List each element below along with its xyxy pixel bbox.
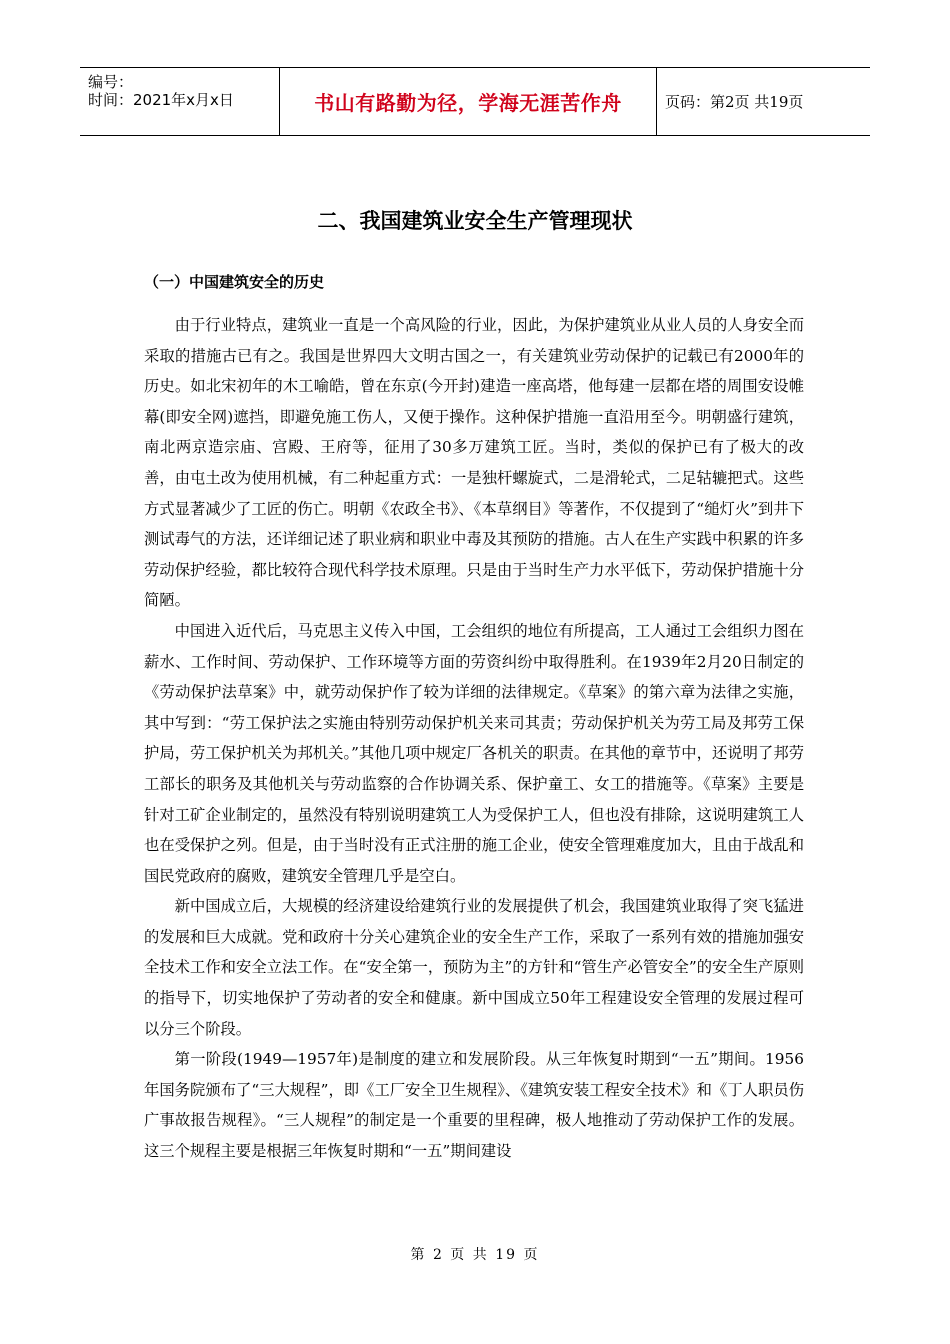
page-code: 页码：第2页 共19页 <box>665 93 804 111</box>
header-page-cell <box>657 68 870 135</box>
section-heading: （一）中国建筑安全的历史 <box>144 273 325 291</box>
date-line: 时间：2021年x月x日 <box>88 91 234 109</box>
motto-text: 书山有路勤为径，学海无涯苦作舟 <box>314 91 622 115</box>
document-title: 二、我国建筑业安全生产管理现状 <box>317 209 633 233</box>
body-text <box>144 310 804 1167</box>
page-footer: 第 2 页 共 19 页 <box>410 1247 540 1263</box>
page-header <box>80 67 870 136</box>
paragraph: 由于行业特点，建筑业一直是一个高风险的行业，因此，为保护建筑业从业人员的人身安全而采取的措施古已有之。我国是世界四大文明古国之一，有关建筑业劳动保护的记载已有2000年的历史。如北宋初年的木工喻皓，曾在东京(今开封)建造一座高塔，他每建一层都在塔的周围安设帷幕(即安全网)遮挡，即避免施工伤人，又便于操作。这种保护措施一直沿用至今。明朝盛行建筑，南北两京造宗庙、宫殿、王府等，征用了30多万建筑工匠。当时，类似的保护已有了极大的改善，由屯土改为使用机械，有二种起重方式：一是独杆螺旋式，二是滑轮式，二足轱辘把式。这些方式显著减少了工匠的伤亡。明朝《农政全书》、《本草纲目》等著作，不仅提到了“缒灯火”到井下测试毒气的方法，还详细记述了职业病和职业中毒及其预防的措施。古人在生产实践中积累的许多劳动保护经验，都比较符合现代科学技术原理。只是由于当时生产力水平低下，劳动保护措施十分简陋。 <box>144 316 804 610</box>
paragraph: 第一阶段(1949—1957年)是制度的建立和发展阶段。从三年恢复时期到“一五”期间。1956年国务院颁布了“三大规程”，即《工厂安全卫生规程》、《建筑安装工程安全技术》和《丁人职员伤广事故报告规程》。“三人规程”的制定是一个重要的里程碑，极人地推动了劳动保护工作的发展。这三个规程主要是根据三年恢复时期和“一五”期间建设 <box>144 1050 804 1161</box>
paragraph: 新中国成立后，大规模的经济建设给建筑行业的发展提供了机会，我国建筑业取得了突飞猛进的发展和巨大成就。党和政府十分关心建筑企业的安全生产工作，采取了一系列有效的措施加强安全技术工作和安全立法工作。在“安全第一，预防为主”的方针和“管生产必管安全”的安全生产原则的指导下，切实地保护了劳动者的安全和健康。新中国成立50年工程建设安全管理的发展过程可以分三个阶段。 <box>144 897 804 1038</box>
doc-number-label: 编号： <box>88 73 134 91</box>
paragraph: 中国进入近代后，马克思主义传入中国，工会组织的地位有所提高，工人通过工会组织力图在薪水、工作时间、劳动保护、工作环境等方面的劳资纠纷中取得胜利。在1939年2月20日制定的《劳动保护法草案》中，就劳动保护作了较为详细的法律规定。《草案》的第六章为法律之实施，其中写到：“劳工保护法之实施由特别劳动保护机关来司其责；劳动保护机关为劳工局及邦劳工保护局，劳工保护机关为邦机关。”其他几项中规定厂各机关的职责。在其他的章节中，还说明了邦劳工部长的职务及其他机关与劳动监察的合作协调关系、保护童工、女工的措施等。《草案》主要是针对工矿企业制定的，虽然没有特别说明建筑工人为受保护工人，但也没有排除，这说明建筑工人也在受保护之列。但是，由于当时没有正式注册的施工企业，使安全管理难度加大，且由于战乱和国民党政府的腐败，建筑安全管理几乎是空白。 <box>144 621 804 885</box>
header-motto-cell <box>280 68 657 135</box>
header-meta-cell <box>80 68 280 135</box>
